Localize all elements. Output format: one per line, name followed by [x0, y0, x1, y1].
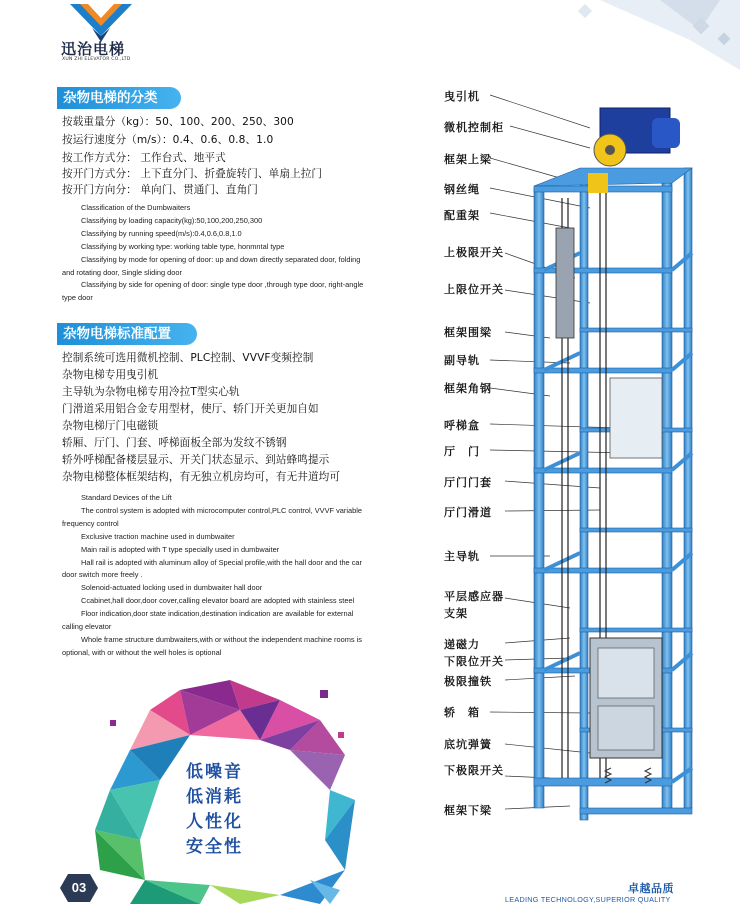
- english-line: Classifying by side for opening of door: single type door ,through type door, right-angle type door: [62, 280, 364, 303]
- label-frame-angle-steel: 框架角钢: [444, 382, 492, 395]
- slogan-low-consumption: 低消耗: [186, 787, 243, 807]
- standard-line: 杂物电梯专用曳引机: [62, 369, 159, 381]
- brand-name-cn: 迅治电梯: [61, 40, 126, 58]
- classification-line: 按运行速度分（m/s）：0.4、0.6、0.8、1.0: [62, 134, 274, 146]
- english-line: The control system is adopted with microcomputer control,PLC control, VVVF variable frequency control: [62, 505, 362, 528]
- slogan-safety: 安全性: [186, 837, 243, 857]
- classification-english: [62, 202, 374, 305]
- label-car: 轿 箱: [444, 706, 480, 719]
- english-line: Solenoid-actuated locking used in dumbwaiter hall door: [81, 583, 263, 593]
- label-limit-striker: 极限撞铁: [444, 675, 492, 688]
- label-upper-stop-switch: 上限位开关: [444, 283, 504, 296]
- label-upper-limit-switch: 上极限开关: [444, 246, 504, 259]
- label-magnetic-force: 递磁力: [444, 638, 480, 651]
- english-line: Main rail is adopted with T type specially used in dumbwaiter: [81, 544, 280, 554]
- label-control-cabinet: 微机控制柜: [444, 121, 504, 134]
- label-hall-door: 厅 门: [444, 445, 480, 458]
- english-title: Standard Devices of the Lift: [81, 493, 172, 502]
- classification-line: 按开门方式分： 上下直分门、折叠旋转门、单扇上拉门: [62, 168, 323, 180]
- english-line: Whole frame structure dumbwaiters,with or without the independent machine rooms is optional, with or without the well holes is optional: [62, 634, 362, 657]
- label-top-beam: 框架上梁: [444, 153, 492, 166]
- english-line: Classifying by loading capacity(kg):50,100,200,250,300: [81, 215, 263, 225]
- english-line: Exclusive traction machine used in dumbwaiter: [81, 531, 235, 541]
- brand-logo-icon: [70, 4, 132, 42]
- standard-english: [62, 492, 374, 660]
- slogan-humanized: 人性化: [186, 812, 243, 832]
- english-line: Hall rail is adopted with aluminum alloy of Special profile,with the hall door and the car door switch more freely .: [62, 557, 362, 580]
- section-heading-standard: 杂物电梯标准配置: [57, 323, 197, 345]
- label-lower-stop-switch: 下限位开关: [444, 655, 504, 668]
- label-pit-buffer: 底坑弹簧: [444, 738, 492, 751]
- label-counterweight: 配重架: [444, 209, 480, 222]
- quality-title-en: LEADING TECHNOLOGY,SUPERIOR QUALITY: [505, 895, 671, 904]
- label-bottom-beam: 框架下梁: [444, 804, 492, 817]
- standard-line: 门滑道采用铝合金专用型材，使厅、轿门开关更加自如: [62, 403, 319, 415]
- english-line: Classifying by working type: working table type, honmntal type: [81, 241, 285, 251]
- label-wire-rope: 钢丝绳: [444, 183, 480, 196]
- quality-title-cn: 卓越品质: [628, 882, 674, 895]
- standard-line: 杂物电梯厅门电磁锁: [62, 420, 159, 432]
- english-line: Classifying by mode for opening of door: up and down directly separated door, folding and rotating door, Single sliding door: [62, 254, 361, 277]
- dumbwaiter-structure-diagram: [430, 78, 720, 838]
- label-call-box: 呼梯盒: [444, 419, 480, 432]
- standard-line: 轿外呼梯配备楼层显示、开关门状态显示、到站蜂鸣提示: [62, 454, 330, 466]
- english-line: Floor indication,door state indication,destination indication are available for external calling elevator: [62, 609, 354, 632]
- corner-decoration: [540, 0, 740, 70]
- label-leveling-sensor-bracket: 平层感应器支架: [444, 590, 504, 620]
- label-door-frame: 厅门门套: [444, 476, 492, 489]
- standard-line: 杂物电梯整体框架结构，有无独立机房均可，有无井道均可: [62, 471, 341, 483]
- label-auxiliary-rail: 副导轨: [444, 354, 480, 367]
- classification-line: 按工作方式分： 工作台式、地平式: [62, 152, 226, 164]
- section-heading-classification: 杂物电梯的分类: [57, 87, 181, 109]
- classification-line: 按开门方向分： 单向门、贯通门、直角门: [62, 184, 258, 196]
- standard-line: 轿厢、厅门、门套、呼梯面板全部为发纹不锈钢: [62, 437, 287, 449]
- brand-name-en: XUN ZHI ELEVATOR CO.,LTD: [62, 57, 131, 62]
- label-frame-ring-beam: 框架围梁: [444, 326, 492, 339]
- english-title: Classification of the Dumbwaiters: [81, 203, 191, 212]
- page-number: 03: [71, 880, 87, 895]
- label-traction-machine: 曳引机: [444, 90, 480, 103]
- label-door-track: 厅门滑道: [444, 506, 492, 519]
- english-line: Classifying by running speed(m/s):0.4,0.6,0.8,1.0: [81, 228, 242, 238]
- english-line: Ccabinet,hall door,door cover,calling elevator board are adopted with stainless steel: [81, 596, 355, 606]
- slogan-low-noise: 低噪音: [186, 762, 243, 782]
- standard-line: 主导轨为杂物电梯专用冷拉T型实心轨: [62, 386, 240, 398]
- label-lower-limit-switch: 下极限开关: [444, 764, 504, 777]
- classification-line: 按载重量分（kg）：50、100、200、250、300: [62, 116, 294, 128]
- label-main-rail: 主导轨: [444, 550, 480, 563]
- standard-line: 控制系统可选用微机控制、PLC控制、VVVF变频控制: [62, 352, 314, 364]
